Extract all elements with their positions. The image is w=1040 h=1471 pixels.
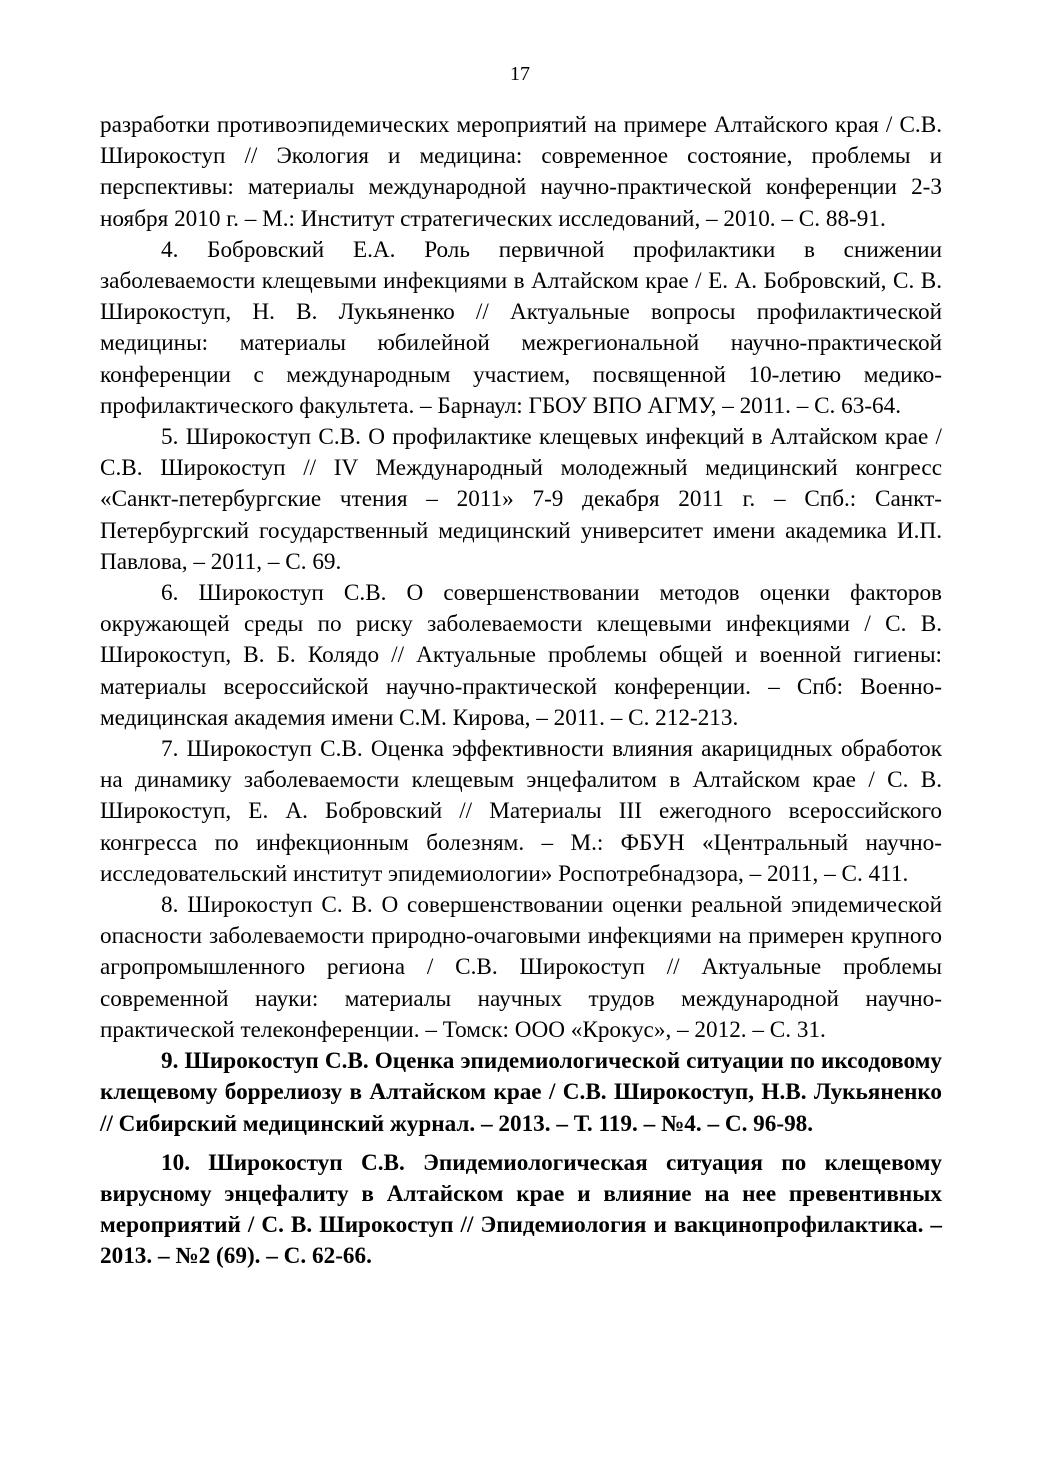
page-number: 17	[510, 63, 530, 85]
reference-item-9: 9. Широкоступ С.В. Оценка эпидемиологической ситуации по иксодовому клещевому боррелиозу в Алтайском крае / С.В. Широкоступ, Н.В. Лукьяненко // Сибирский медицинский журнал. – 2013. – Т. 119. – №4. – С. 96-98.	[100, 1048, 942, 1137]
reference-item-6: 6. Широкоступ С.В. О совершенствовании методов оценки факторов окружающей среды по риску заболеваемости клещевыми инфекциями / С. В. Широкоступ, В. Б. Колядо // Актуальные проблемы общей и военной гигиены: материалы всероссийской научно-практической конференции. – Спб: Военно-медицинская академия имени С.М. Кирова, – 2011. – С. 212-213.	[100, 580, 942, 731]
reference-item-5: 5. Широкоступ С.В. О профилактике клещевых инфекций в Алтайском крае / С.В. Широкоступ // IV Международный молодежный медицинский конгресс «Санкт-петербургские чтения – 2011» 7-9 декабря 2011 г. – Спб.: Санкт-Петербургский государственный медицинский университет имени академика И.П. Павлова, – 2011, – С. 69.	[100, 424, 942, 575]
reference-item-3-continuation: разработки противоэпидемических мероприятий на примере Алтайского края / С.В. Широкоступ // Экология и медицина: современное состояние, проблемы и перспективы: материалы международной научно-практической конференции 2-3 ноября 2010 г. – М.: Институт стратегических исследований, – 2010. – С. 88-91.	[100, 112, 942, 232]
reference-item-4: 4. Бобровский Е.А. Роль первичной профилактики в снижении заболеваемости клещевыми инфекциями в Алтайском крае / Е. А. Бобровский, С. В. Широкоступ, Н. В. Лукьяненко // Актуальные вопросы профилактической медицины: материалы юбилейной межрегиональной научно-практической конференции с международным участием, посвященной 10-летию медико-профилактического факультета. – Барнаул: ГБОУ ВПО АГМУ, – 2011. – С. 63-64.	[100, 236, 942, 419]
reference-list	[100, 110, 942, 1273]
reference-item-10: 10. Широкоступ С.В. Эпидемиологическая ситуация по клещевому вирусному энцефалиту в Алтайском крае и влияние на нее превентивных мероприятий / С. В. Широкоступ // Эпидемиология и вакцинопрофилактика. – 2013. – №2 (69). – С. 62-66.	[100, 1149, 942, 1270]
reference-item-7: 7. Широкоступ С.В. Оценка эффективности влияния акарицидных обработок на динамику заболеваемости клещевым энцефалитом в Алтайском крае / С. В. Широкоступ, Е. А. Бобровский // Материалы III ежегодного всероссийского конгресса по инфекционным болезням. – М.: ФБУН «Центральный научно-исследовательский институт эпидемиологии» Роспотребнадзора, – 2011, – С. 411.	[100, 736, 942, 887]
reference-item-8: 8. Широкоступ С. В. О совершенствовании оценки реальной эпидемической опасности заболеваемости природно-очаговыми инфекциями на примерен крупного агропромышленного региона / С.В. Широкоступ // Актуальные проблемы современной науки: материалы научных трудов международной научно-практической телеконференции. – Томск: ООО «Крокус», – 2012. – С. 31.	[100, 892, 942, 1043]
